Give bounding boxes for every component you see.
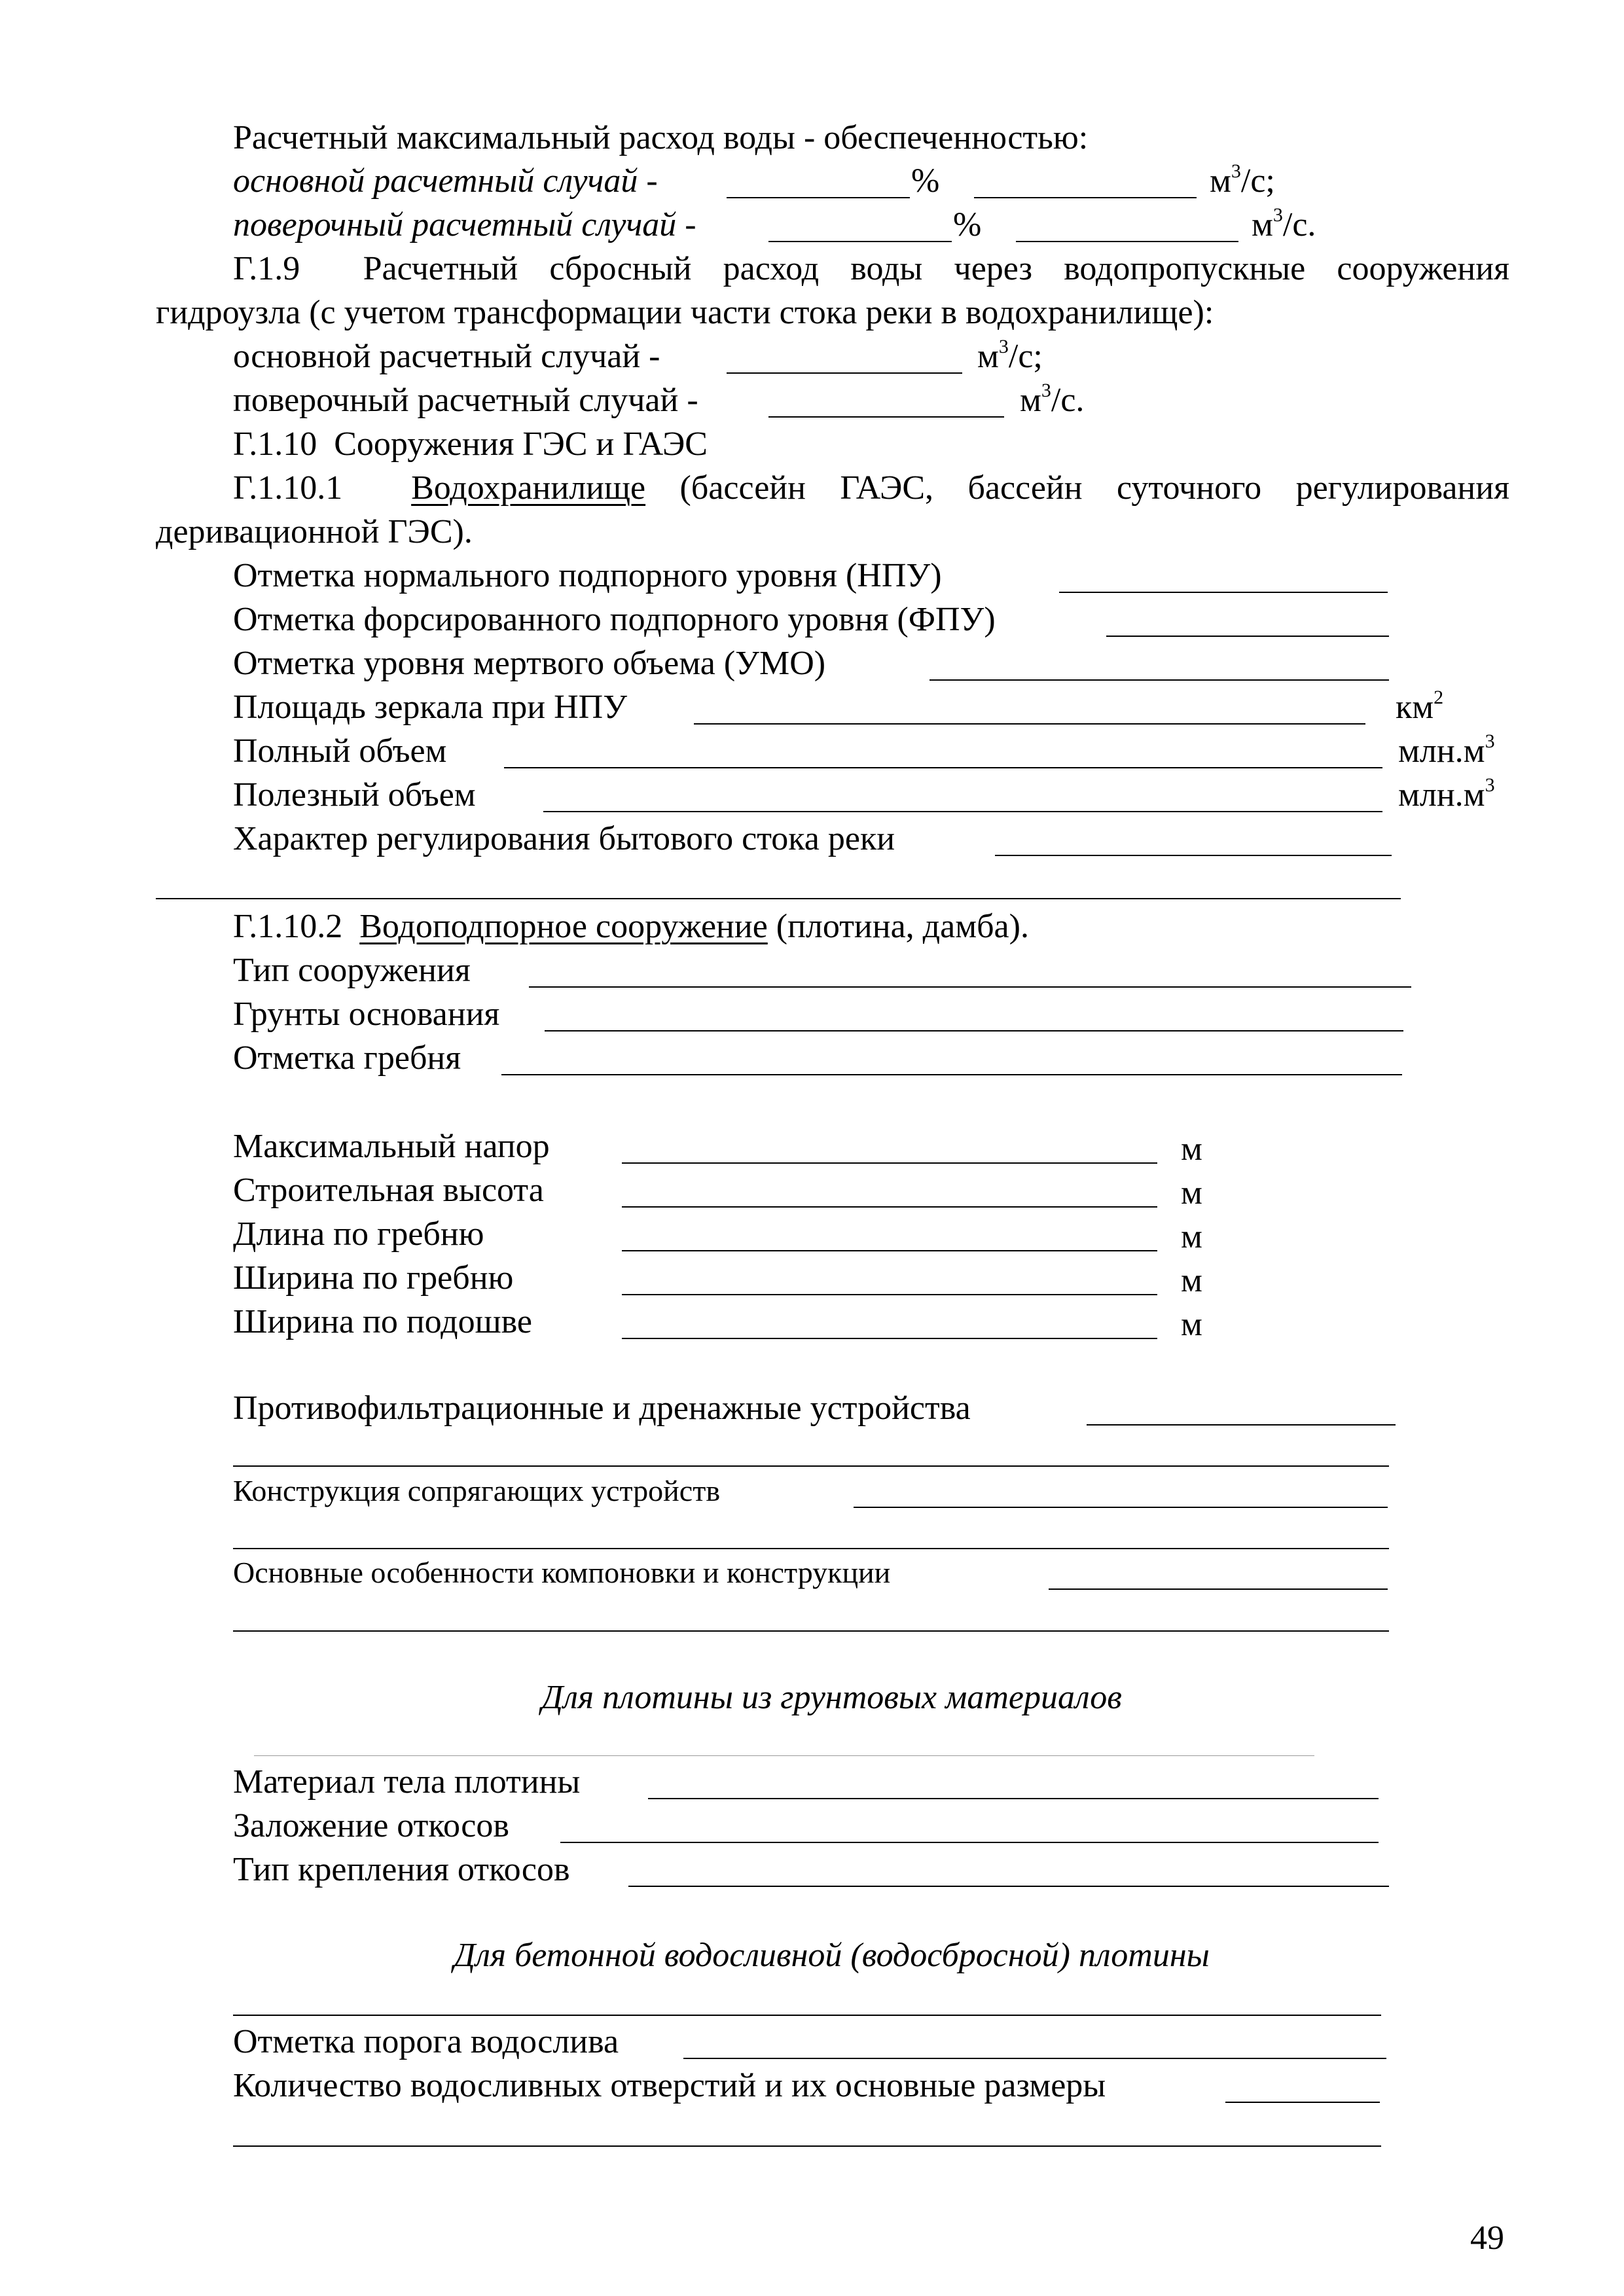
- crest-mark-field[interactable]: [501, 1074, 1402, 1075]
- dim-field[interactable]: [622, 1250, 1157, 1251]
- area-label: Площадь зеркала при НПУ: [233, 689, 628, 726]
- dim-field[interactable]: [622, 1338, 1157, 1339]
- reservoir-title: Водохранилище: [411, 469, 646, 507]
- full-volume-field[interactable]: [504, 767, 1382, 768]
- full-volume-label: Полный объем: [233, 732, 447, 770]
- structure-type-label: Тип сооружения: [233, 952, 471, 989]
- openings-field[interactable]: [1225, 2102, 1380, 2103]
- dam-material-label: Материал тела плотины: [233, 1763, 581, 1801]
- dash: -: [685, 206, 696, 243]
- g19-main-case-label: основной расчетный случай -: [233, 338, 660, 375]
- dim-label: Ширина по гребню: [233, 1259, 514, 1297]
- slope-protection-field[interactable]: [628, 1886, 1389, 1887]
- g19-main-case-field[interactable]: [727, 372, 962, 374]
- dim-label: Строительная высота: [233, 1172, 544, 1209]
- check-case-unit: $м^3/с$.: [1252, 204, 1316, 243]
- g1101-line2: деривационной ГЭС).: [156, 513, 473, 550]
- dam-title: Водоподпорное сооружение: [359, 908, 768, 945]
- dim-field[interactable]: [622, 1162, 1157, 1164]
- dash: -: [646, 162, 658, 200]
- g19-line1: Г.1.9 Расчетный сбросный расход воды через водопропускные сооружения: [233, 250, 1510, 287]
- slope-protection-label: Тип крепления откосов: [233, 1851, 570, 1888]
- structure-type-field[interactable]: [529, 986, 1411, 988]
- concrete-dam-blank-field[interactable]: [233, 2015, 1381, 2016]
- check-case-row: [233, 208, 696, 242]
- full-volume-unit: $млн.м^3$: [1398, 730, 1495, 770]
- page-number: 49: [1470, 2219, 1504, 2257]
- section-number: Г.1.10: [233, 425, 317, 463]
- dim-unit: м: [1181, 1218, 1202, 1255]
- g19-line2: гидроузла (с учетом трансформации части стока реки в водохранилище):: [156, 294, 1214, 331]
- useful-volume-unit: $млн.м^3$: [1398, 774, 1495, 814]
- g19-check-case-field[interactable]: [768, 416, 1004, 418]
- dam-material-field[interactable]: [648, 1798, 1379, 1799]
- main-case-row: [233, 164, 658, 198]
- slopes-label: Заложение откосов: [233, 1807, 509, 1844]
- section-number: Г.1.10.2: [233, 908, 343, 945]
- npu-field[interactable]: [1059, 592, 1388, 593]
- slopes-field[interactable]: [560, 1842, 1379, 1843]
- junction-field-continued[interactable]: [233, 1548, 1389, 1549]
- useful-volume-field[interactable]: [543, 811, 1382, 812]
- dim-unit: м: [1181, 1262, 1202, 1299]
- fpu-label: Отметка форсированного подпорного уровня (ФПУ): [233, 601, 996, 638]
- earth-dam-divider: [254, 1755, 1314, 1756]
- percent-sign: %: [911, 162, 940, 200]
- regulation-field[interactable]: [995, 855, 1392, 856]
- dim-unit: м: [1181, 1130, 1202, 1168]
- crest-mark-label: Отметка гребня: [233, 1039, 461, 1077]
- weir-threshold-field[interactable]: [683, 2058, 1386, 2059]
- g1101-line1: Г.1.10.1 Водохранилище (бассейн ГАЭС, бассейн суточного регулирования: [233, 469, 1509, 507]
- layout-features-field[interactable]: [1049, 1588, 1388, 1590]
- junction-label: Конструкция сопрягающих устройств: [233, 1474, 721, 1507]
- antifiltration-field[interactable]: [1087, 1424, 1396, 1426]
- check-case-value-field[interactable]: [1016, 241, 1238, 242]
- useful-volume-label: Полезный объем: [233, 776, 476, 814]
- antifiltration-field-continued[interactable]: [233, 1465, 1389, 1467]
- npu-label: Отметка нормального подпорного уровня (НПУ): [233, 557, 942, 594]
- section-number: Г.1.9: [233, 250, 300, 287]
- earth-dam-heading: Для плотины из грунтовых материалов: [541, 1679, 1122, 1716]
- regulation-label: Характер регулирования бытового стока реки: [233, 820, 895, 857]
- dim-unit: м: [1181, 1306, 1202, 1343]
- dim-field[interactable]: [622, 1206, 1157, 1208]
- g110-heading: [233, 427, 708, 461]
- g19-main-case-unit: $м^3/с$;: [977, 336, 1043, 375]
- dim-label: Максимальный напор: [233, 1128, 550, 1165]
- openings-label: Количество водосливных отверстий и их основные размеры: [233, 2067, 1106, 2104]
- section-number: Г.1.10.1: [233, 469, 343, 507]
- weir-threshold-label: Отметка порога водослива: [233, 2023, 619, 2060]
- g19-check-case-unit: $м^3/с$.: [1020, 380, 1085, 419]
- g19-check-case-label: поверочный расчетный случай -: [233, 382, 698, 419]
- dim-label: Ширина по подошве: [233, 1303, 533, 1340]
- fpu-field[interactable]: [1106, 636, 1389, 637]
- openings-field-continued[interactable]: [233, 2145, 1381, 2147]
- umo-label: Отметка уровня мертвого объема (УМО): [233, 645, 826, 682]
- area-field[interactable]: [694, 723, 1365, 725]
- soils-label: Грунты основания: [233, 996, 500, 1033]
- g1102-heading: Г.1.10.2 Водоподпорное сооружение (плотина, дамба).: [233, 908, 1029, 945]
- percent-sign: %: [953, 206, 982, 243]
- max-discharge-title: Расчетный максимальный расход воды - обеспеченностью:: [233, 119, 1089, 156]
- dim-unit: м: [1181, 1174, 1202, 1211]
- section-title: Сооружения ГЭС и ГАЭС: [334, 425, 708, 463]
- umo-field[interactable]: [929, 679, 1389, 681]
- concrete-dam-heading: Для бетонной водосливной (водосбросной) плотины: [454, 1937, 1210, 1974]
- main-case-percent-field[interactable]: [727, 197, 910, 198]
- junction-field[interactable]: [854, 1507, 1388, 1508]
- layout-features-field-continued[interactable]: [233, 1630, 1389, 1632]
- area-unit: $км^2$: [1396, 687, 1444, 726]
- dim-field[interactable]: [622, 1294, 1157, 1295]
- antifiltration-label: Противофильтрационные и дренажные устройства: [233, 1390, 971, 1427]
- check-case-label: поверочный расчетный случай: [233, 206, 677, 243]
- layout-features-label: Основные особенности компоновки и конструкции: [233, 1556, 891, 1589]
- dim-label: Длина по гребню: [233, 1215, 484, 1253]
- check-case-percent-field[interactable]: [768, 241, 952, 242]
- soils-field[interactable]: [545, 1030, 1403, 1031]
- main-case-label: основной расчетный случай: [233, 162, 638, 200]
- main-case-value-field[interactable]: [974, 197, 1197, 198]
- regulation-field-continued[interactable]: [156, 898, 1401, 899]
- main-case-unit: $м^3/с$;: [1210, 160, 1275, 200]
